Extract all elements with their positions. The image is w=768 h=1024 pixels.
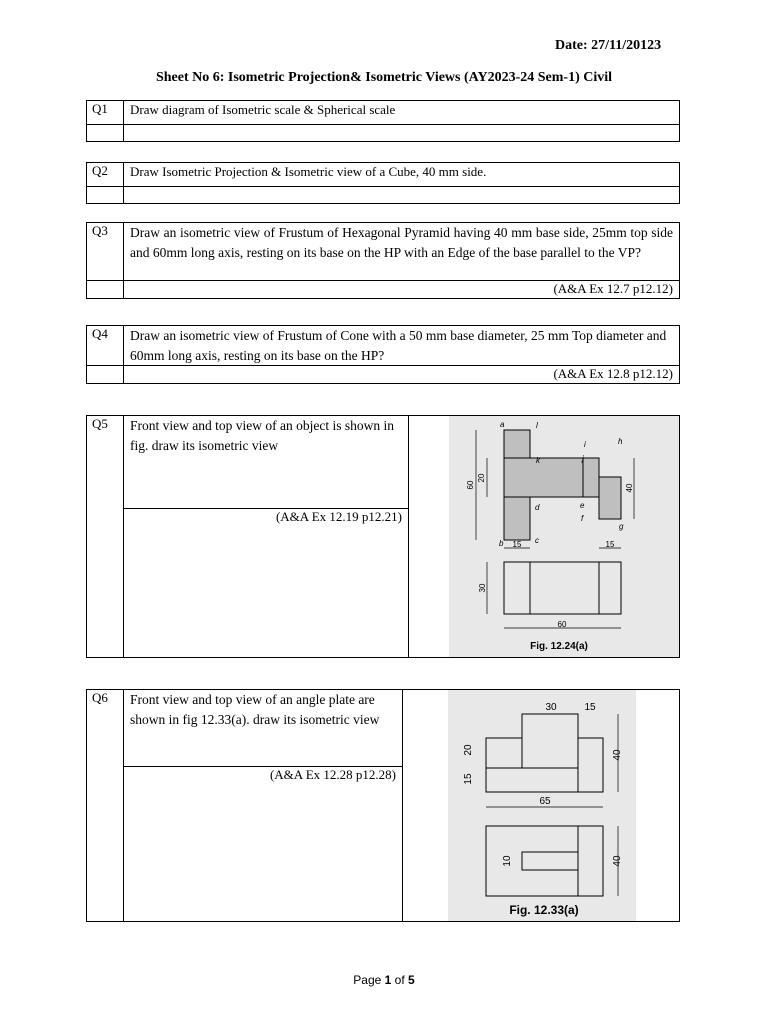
- fig-label: g: [619, 522, 624, 531]
- reference-label: (A&A Ex 12.28 p12.28): [269, 767, 396, 782]
- question-text: Front view and top view of an angle plate are shown in fig 12.33(a). draw its isometric view: [124, 690, 402, 767]
- question-number: Q5: [87, 416, 124, 658]
- question-text: Front view and top view of an object is shown in fig. draw its isometric view: [124, 416, 408, 509]
- dim-label: 15: [463, 773, 474, 785]
- question-6-table: [86, 689, 680, 922]
- dim-label: 40: [625, 483, 634, 493]
- fig-label: l: [536, 421, 538, 430]
- dim-label: 15: [605, 540, 615, 549]
- current-page: 1: [384, 973, 392, 987]
- fig-label: b: [499, 539, 504, 548]
- fig-label: d: [535, 503, 540, 512]
- question-3-table: [86, 222, 680, 299]
- dim-label: 15: [512, 540, 522, 549]
- question-number: Q1: [87, 101, 124, 125]
- figure-12-24a: [449, 416, 679, 657]
- fig-label: f: [581, 514, 584, 523]
- dim-label: 60: [466, 480, 475, 490]
- question-number: Q2: [87, 163, 124, 187]
- reference-label: (A&A Ex 12.19 p12.21): [275, 509, 402, 524]
- question-text: Draw an isometric view of Frustum of Cone with a 50 mm base diameter, 25 mm Top diameter and 60mm long axis, resting on its base on the HP?: [124, 326, 680, 366]
- reference-label: (A&A Ex 12.8 p12.12): [124, 366, 680, 384]
- dim-label: 30: [545, 702, 557, 713]
- question-text: Draw Isometric Projection & Isometric view of a Cube, 40 mm side.: [124, 163, 680, 187]
- figure-12-33a: [448, 690, 636, 921]
- fig-label: c: [535, 536, 539, 545]
- fig-label: k: [536, 456, 540, 465]
- dim-label: 15: [584, 702, 596, 713]
- question-4-table: [86, 325, 680, 384]
- fig-label: i: [584, 440, 586, 449]
- dim-label: 40: [612, 749, 623, 761]
- figure-caption: Fig. 12.33(a): [509, 903, 579, 917]
- fig-label: a: [500, 420, 505, 429]
- question-5-table: [86, 415, 680, 658]
- dim-label: 10: [502, 855, 513, 867]
- date-label: Date: 27/11/20123: [555, 38, 662, 53]
- figure-caption: Fig. 12.24(a): [530, 641, 588, 652]
- dim-label: 30: [478, 583, 487, 593]
- question-1-table: [86, 100, 680, 142]
- sheet-title: Sheet No 6: Isometric Projection& Isometric Views (AY2023-24 Sem-1) Civil: [155, 70, 613, 85]
- question-text: Draw an isometric view of Frustum of Hexagonal Pyramid having 40 mm base side, 25mm top side and 60mm long axis, resting on its base on the HP with an Edge of the base parallel to the VP?: [124, 223, 680, 281]
- question-text: Draw diagram of Isometric scale & Spherical scale: [124, 101, 680, 125]
- question-2-table: [86, 162, 680, 204]
- dim-label: 20: [477, 473, 486, 483]
- fig-label: e: [580, 501, 585, 510]
- total-pages: 5: [408, 973, 415, 987]
- dim-label: 65: [539, 796, 551, 807]
- dim-label: 60: [557, 620, 567, 629]
- fig-label: h: [618, 437, 623, 446]
- fig-label: j: [582, 454, 584, 463]
- question-number: Q4: [87, 326, 124, 366]
- dim-label: 40: [612, 855, 623, 867]
- reference-label: (A&A Ex 12.7 p12.12): [124, 281, 680, 299]
- question-number: Q3: [87, 223, 124, 281]
- page-footer: Page 1 of 5: [353, 973, 415, 987]
- dim-label: 20: [463, 744, 474, 756]
- question-number: Q6: [87, 690, 124, 922]
